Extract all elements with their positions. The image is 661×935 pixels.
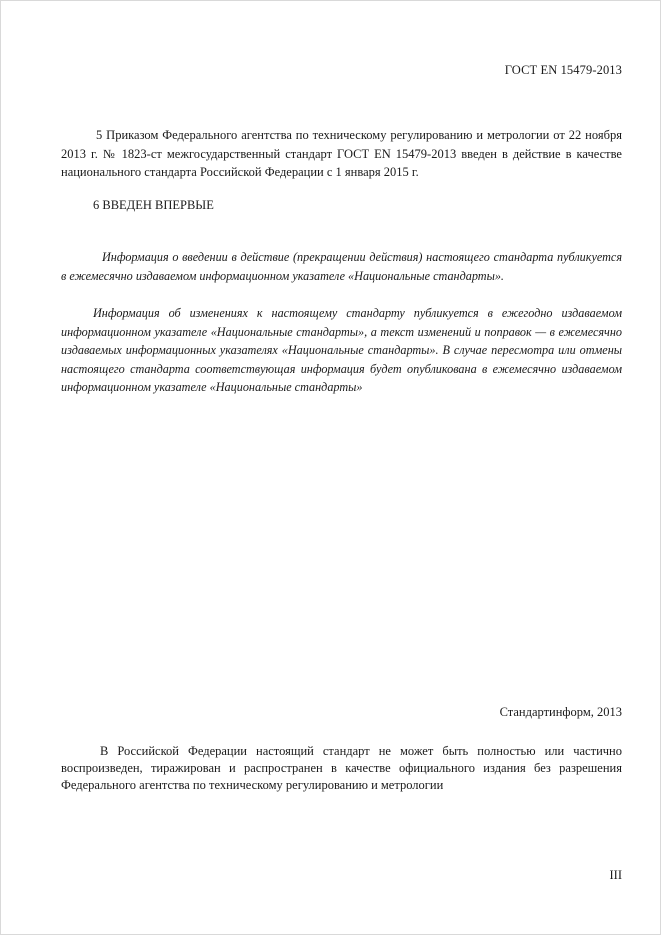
section-6-text: 6 ВВЕДЕН ВПЕРВЫЕ [93,198,214,212]
info-notice-paragraph-2: Информация об изменениях к настоящему стандарту публикуется в ежегодно издаваемом информационном указателе «Национальные стандарты», а текст изменений и поправок — в ежемесячно издаваемых информационных указателях «Национальные стандарты». В случае пересмотра или отмены настоящего стандарта соответствующая информация будет опубликована в ежемесячно издаваемом информационном указателе «Национальные стандарты» [61,306,622,395]
document-code: ГОСТ EN 15479-2013 [504,63,622,77]
page-number: III [609,868,622,882]
publisher-line: Стандартинформ, 2013 [499,705,622,719]
section-5-text: 5 Приказом Федерального агентства по техническому регулированию и метрологии от 22 ноября 2013 г. № 1823-ст межгосударственный стандарт ГОСТ EN 15479-2013 введен в действие в качестве национального стандарта Российской Федерации с 1 января 2015 г. [61,128,622,179]
info-notice-paragraph-1: Информация о введении в действие (прекращении действия) настоящего стандарта публикуется в ежемесячно издаваемом информационном указателе «Национальные стандарты». [61,250,622,283]
copyright-notice: В Российской Федерации настоящий стандарт не может быть полностью или частично воспроизведен, тиражирован и распространен в качестве официального издания без разрешения Федерального агентства по техническому регулированию и метрологии [61,744,622,792]
